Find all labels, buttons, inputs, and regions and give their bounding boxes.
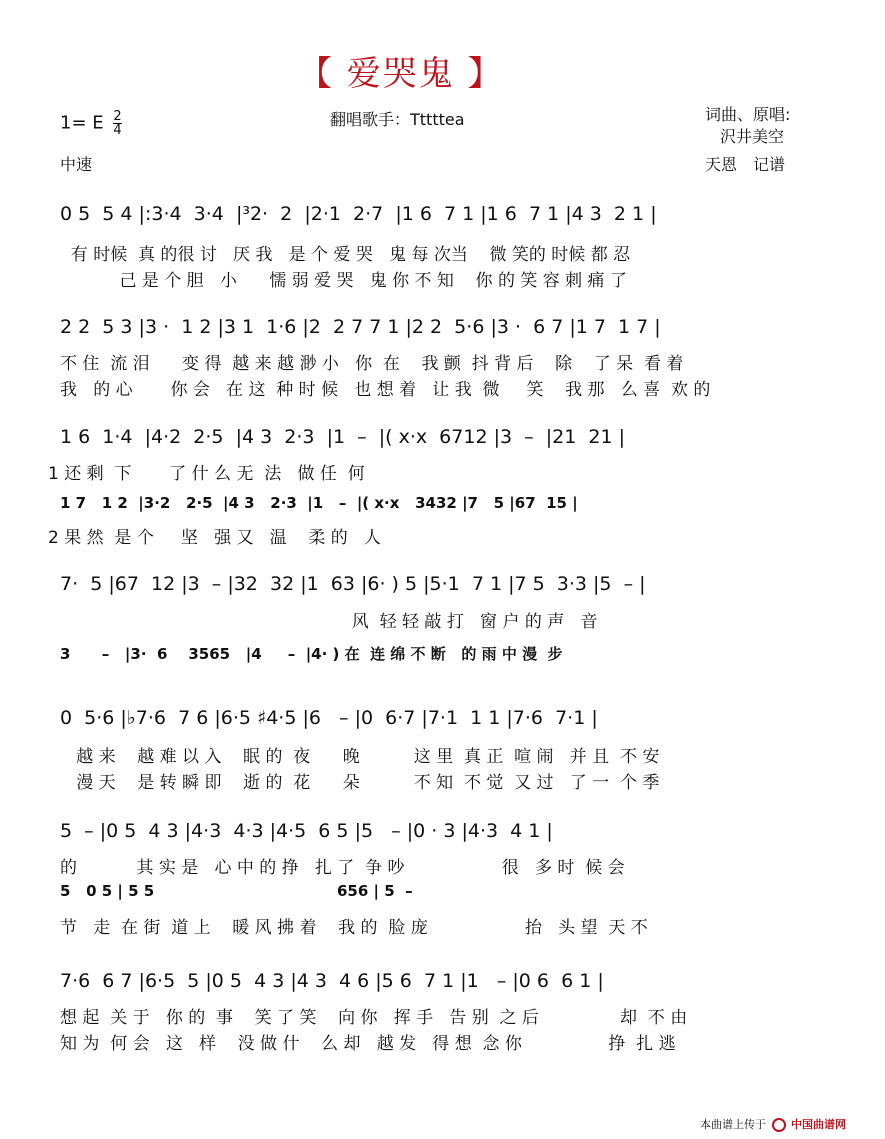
footer-text: 本曲谱上传于 [700,1118,766,1131]
lyric-row-4: 2 果 然 是 个 坚 强 又 温 柔 的 人 [48,528,381,548]
notation-row-10: 7·6 6 7 |6·5 5 |0 5 4 3 |4 3 4 6 |5 6 7 1 |1 – |0 6 6 1 | [60,970,604,992]
notation-row-6: 3 – |3· 6 3565 |4 – |4· ) 在 连 绵 不 断 的 雨 中 漫 步 [60,645,563,663]
lyric-row-5: 风 轻 轻 敲 打 窗 户 的 声 音 [60,612,598,632]
notation-row-1: 0 5 5 4 |:3·4 3·4 |³2· 2 |2·1 2·7 |1 6 7 1 |1 6 7 1 |4 3 2 1 | [60,203,657,225]
lyric-row-10a: 想 起 关 于 你 的 事 笑 了 笑 向 你 挥 手 告 别 之 后 却 不 由 [60,1008,688,1028]
time-sig-top: 2 [113,109,122,124]
lyric-row-9: 节 走 在 街 道 上 暖 风 拂 着 我 的 脸 庞 抬 头 望 天 不 [60,918,648,938]
time-signature [113,110,121,137]
lyric-row-8: 的 其 实 是 心 中 的 挣 扎 了 争 吵 很 多 时 候 会 [60,858,625,878]
transcriber: 天恩 记谱 [705,155,786,174]
lyric-row-1b: 己 是 个 胆 小 懦 弱 爱 哭 鬼 你 不 知 你 的 笑 容 刺 痛 了 [60,271,627,291]
notation-row-8: 5 – |0 5 4 3 |4·3 4·3 |4·5 6 5 |5 – |0 · 3 |4·3 4 1 | [60,820,553,842]
lyric-row-10b: 知 为 何 会 这 样 没 做 什 么 却 越 发 得 想 念 你 挣 扎 逃 [60,1034,676,1054]
footer [700,1116,846,1132]
song-title: 【 爱哭鬼 】 [298,54,504,94]
key-label: 1= E [60,112,104,134]
notation-row-4: 1 7 1 2 |3·2 2·5 |4 3 2·3 |1 – |( x·x 3432 |7 5 |67 15 | [60,494,578,512]
lyric-row-7a: 越 来 越 难 以 入 眠 的 夜 晚 这 里 真 正 喧 闹 并 且 不 安 [60,747,660,767]
time-sig-bottom: 4 [113,123,122,138]
original-artist: 沢井美空 [720,127,785,146]
lyric-row-1a: 有 时候 真 的很 讨 厌 我 是 个 爱 哭 鬼 每 次当 微 笑的 时候 都 忍 [60,245,631,265]
cover-singer: 翻唱歌手：Tttttea [330,110,465,129]
site-logo-icon [772,1118,786,1132]
notation-row-5: 7· 5 |67 12 |3 – |32 32 |1 63 |6· ) 5 |5·1 7 1 |7 5 3·3 |5 – | [60,573,646,595]
key-signature [60,110,122,137]
tempo-label: 中速 [60,155,93,174]
lyric-row-7b: 漫 天 是 转 瞬 即 逝 的 花 朵 不 知 不 觉 又 过 了 一 个 季 [60,773,660,793]
credits-label: 词曲、原唱: [705,105,791,124]
notation-row-3: 1 6 1·4 |4·2 2·5 |4 3 2·3 |1 – |( x·x 6712 |3 – |21 21 | [60,426,625,448]
lyric-row-3: 1 还 剩 下 了 什 么 无 法 做 任 何 [48,464,365,484]
notation-row-7: 0 5·6 |♭7·6 7 6 |6·5 ♯4·5 |6 – |0 6·7 |7·1 1 1 |7·6 7·1 | [60,707,598,729]
lyric-row-2a: 不 住 流 泪 变 得 越 来 越 渺 小 你 在 我 颤 抖 背 后 除 了 呆 看 着 [60,354,684,374]
lyric-row-2b: 我 的 心 你 会 在 这 种 时 候 也 想 着 让 我 微 笑 我 那 么 喜 欢 的 [60,380,711,400]
footer-site[interactable]: 中国曲谱网 [791,1118,846,1131]
notation-row-2: 2 2 5 3 |3 · 1 2 |3 1 1·6 |2 2 7 7 1 |2 2 5·6 |3 · 6 7 |1 7 1 7 | [60,316,661,338]
notation-row-9: 5 0 5 | 5 5 656 | 5 – [60,882,413,900]
